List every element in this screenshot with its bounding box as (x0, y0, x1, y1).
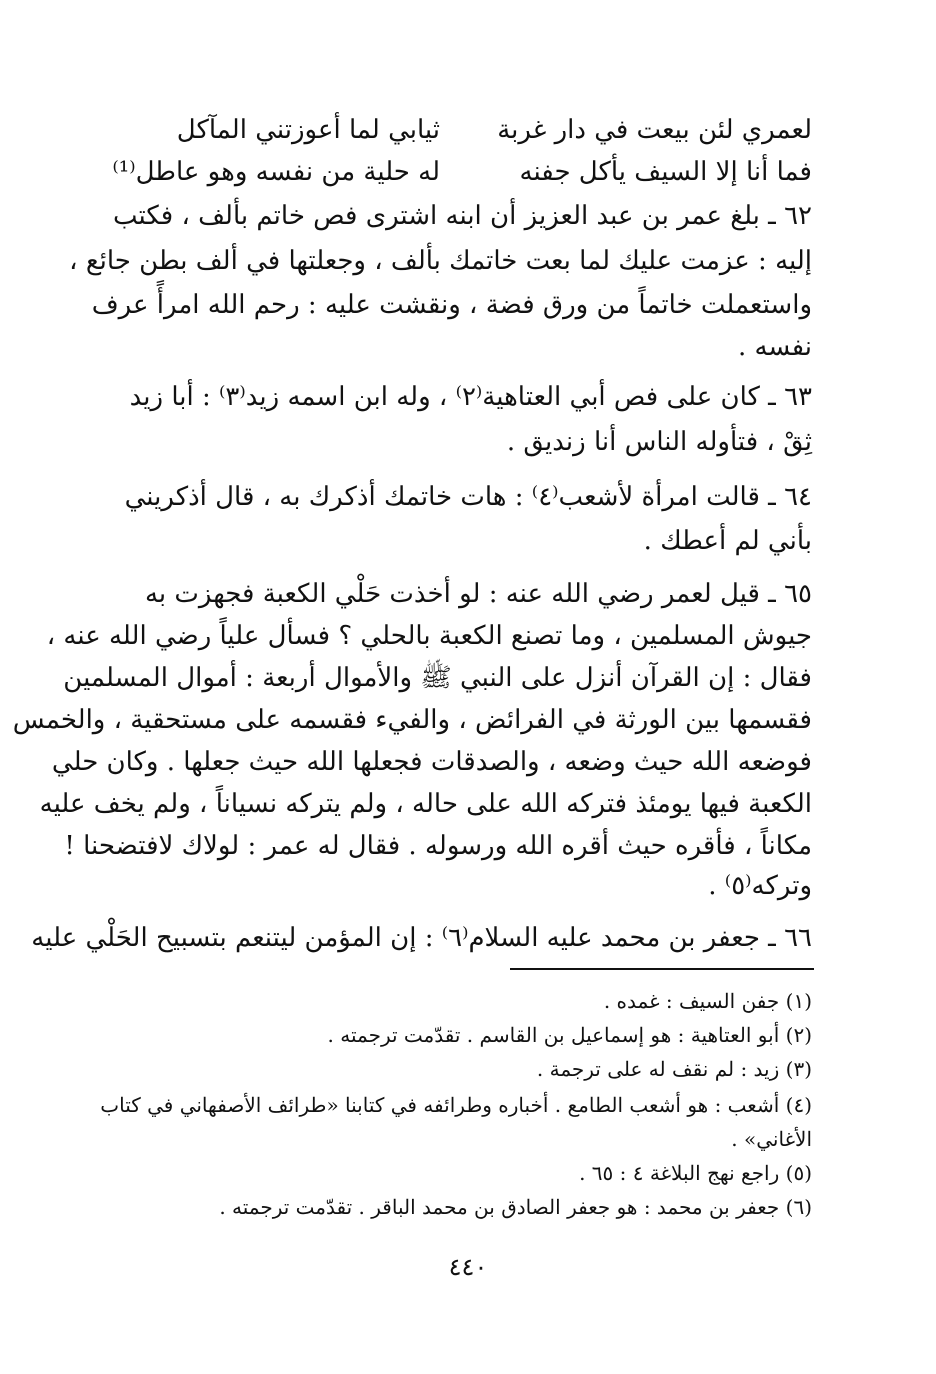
body-line: فقال : إن القرآن أنزل على النبي ﷺ والأموال أربعة : أموال المسلمين (63, 663, 812, 693)
body-line: ثِقْ ، فتأوله الناس أنا زنديق . (506, 427, 812, 457)
body-line: ٦٤ ـ قالت امرأة لأشعب⁽٤⁾ : هات خاتمك أذكرك به ، قال أذكريني (124, 482, 812, 512)
verse-2-first-hemistich: فما أنا إلا السيف يأكل جفنه (519, 157, 812, 187)
body-line: ٦٢ ـ بلغ عمر بن عبد العزيز أن ابنه اشترى فص خاتم بألف ، فكتب (113, 201, 812, 231)
verse-1-second-hemistich: ثيابي لما أعوزتني المآكل (176, 115, 440, 145)
body-line: فوضعه الله حيث وضعه ، والصدقات فجعلها الله حيث جعلها . وكان حلي (51, 747, 812, 777)
footnote: (٣) زيد : لم نقف له على ترجمة . (536, 1057, 812, 1081)
footnote-divider (510, 968, 814, 970)
footnote: (٤) أشعب : هو أشعب الطامع . أخباره وطرائفه في كتابنا «طرائف الأصفهاني في كتاب (100, 1093, 812, 1117)
verse-2-second-hemistich: له حلية من نفسه وهو عاطل⁽¹⁾ (112, 157, 440, 187)
footnote: (٦) جعفر بن محمد : هو جعفر الصادق بن محمد الباقر . تقدّمت ترجمته . (219, 1195, 812, 1219)
body-line: واستعملت خاتماً من ورق فضة ، ونقشت عليه : رحم الله امرأً عرف (91, 290, 812, 320)
verse-1-first-hemistich: لعمري لئن بيعت في دار غربة (497, 115, 812, 145)
body-line: إليه : عزمت عليك لما بعت خاتمك بألف ، وجعلتها في ألف بطن جائع ، (69, 246, 812, 276)
body-line: ٦٣ ـ كان على فص أبي العتاهية⁽٢⁾ ، وله ابن اسمه زيد⁽٣⁾ : أبا زيد (129, 382, 812, 412)
body-line: جيوش المسلمين ، وما تصنع الكعبة بالحلي ؟ فسأل علياً رضي الله عنه ، (46, 621, 812, 651)
poem-verse-1 (100, 108, 812, 152)
footnote: (٥) راجع نهج البلاغة ٤ : ٦٥ . (579, 1161, 812, 1185)
body-line: ٦٥ ـ قيل لعمر رضي الله عنه : لو أخذت حَلْي الكعبة فجهزت به (144, 579, 812, 609)
body-line: مكاناً ، فأقره حيث أقره الله ورسوله . فقال له عمر : لولاك لافتضحنا ! (64, 831, 812, 861)
body-line: الكعبة فيها يومئذ فتركه الله على حاله ، ولم يتركه نسياناً ، ولم يخف عليه (39, 789, 812, 819)
body-line: ٦٦ ـ جعفر بن محمد عليه السلام⁽٦⁾ : إن المؤمن ليتنعم بتسبيح الحَلْي عليه (31, 923, 812, 953)
footnote: (٢) أبو العتاهية : هو إسماعيل بن القاسم . تقدّمت ترجمته . (327, 1023, 812, 1047)
footnote: (١) جفن السيف : غمده . (603, 989, 812, 1013)
footnote-continuation: الأغاني» . (731, 1127, 812, 1151)
body-line: بأني لم أعطك . (643, 526, 812, 556)
poem-verse-2 (100, 150, 812, 194)
body-line: نفسه . (737, 332, 812, 362)
page-number: ٤٤٠ (448, 1253, 488, 1281)
body-line: فقسمها بين الورثة في الفرائض ، والفيء فقسمه على مستحقية ، والخمس (12, 705, 812, 735)
body-line: وتركه⁽٥⁾ . (708, 871, 812, 901)
